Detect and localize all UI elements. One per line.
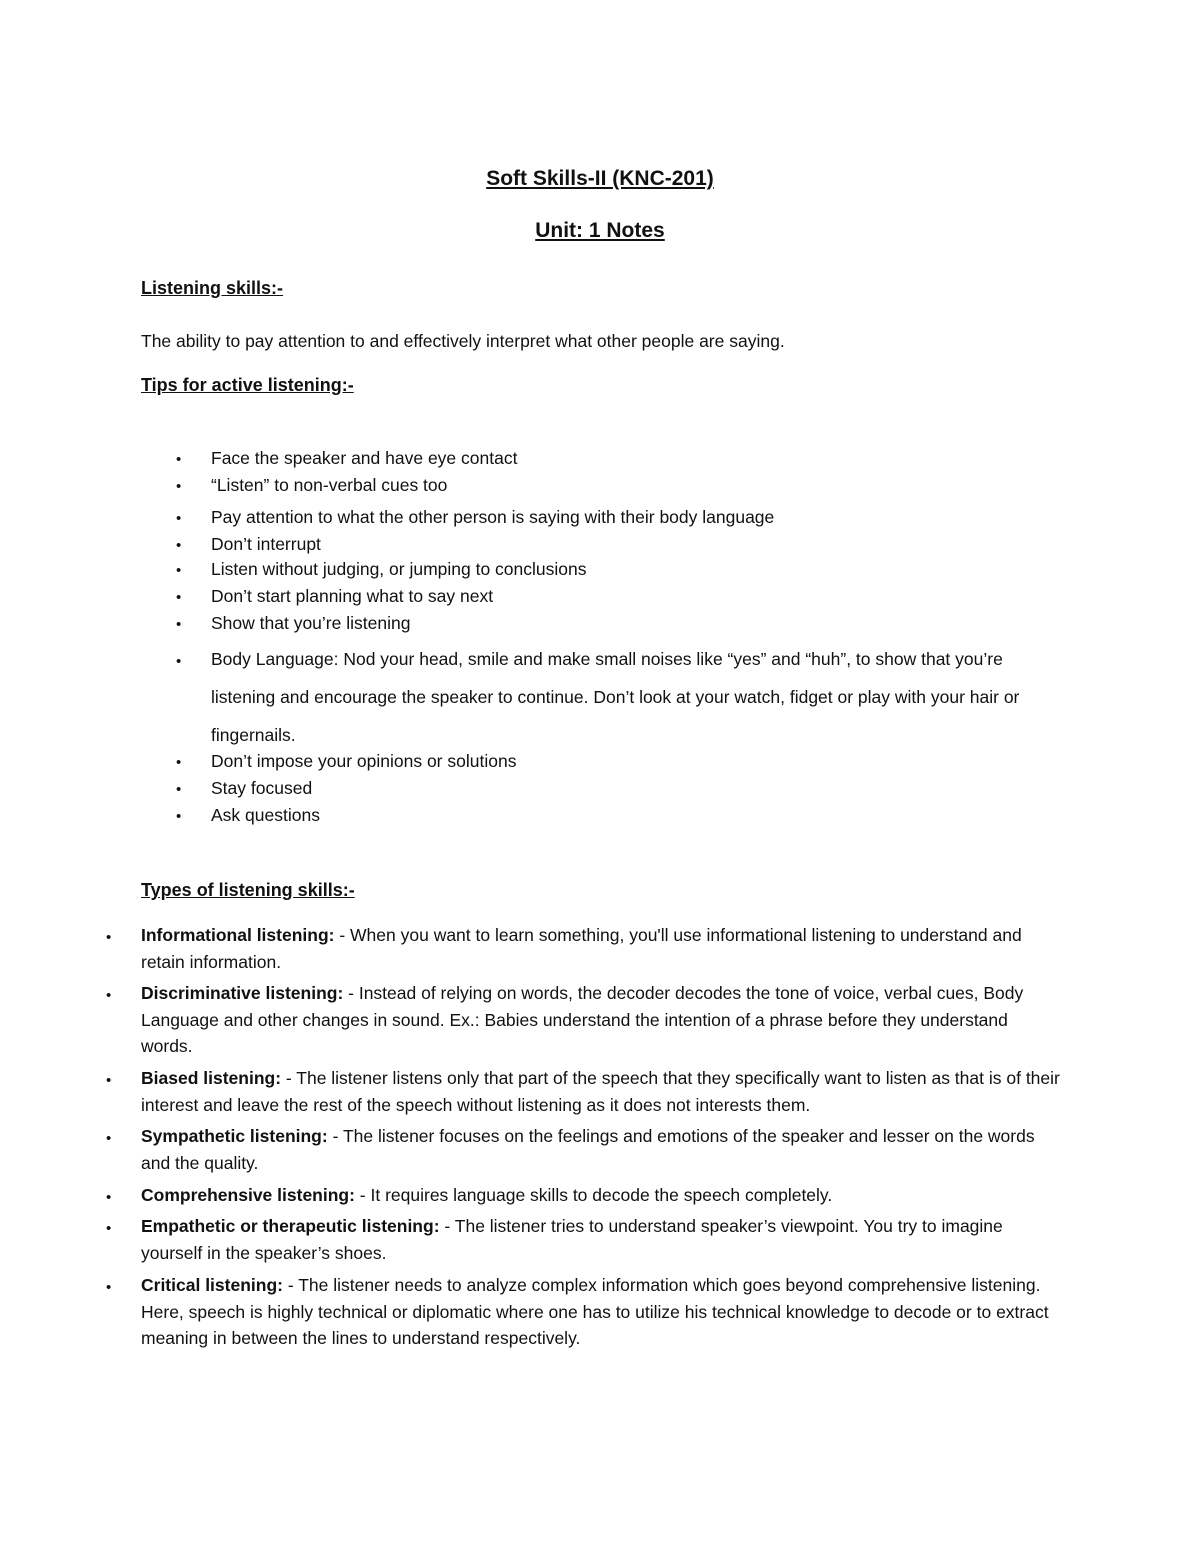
tip-item: Pay attention to what the other person is saying with their body language bbox=[211, 507, 775, 527]
bullet-icon: • bbox=[106, 1072, 112, 1089]
bullet-icon: • bbox=[176, 754, 182, 771]
tip-item: Ask questions bbox=[211, 805, 320, 825]
type-description: - It requires language skills to decode the speech completely. bbox=[354, 1185, 833, 1205]
listening-definition: The ability to pay attention to and effectively interpret what other people are saying. bbox=[141, 331, 785, 351]
type-description: - The listener listens only that part of the speech that they specifically want to listen as that is of their interest and leave the rest of the speech without listening as it does not interests them. bbox=[141, 1068, 1060, 1115]
tip-item: Face the speaker and have eye contact bbox=[211, 448, 518, 468]
type-description: - The listener tries to understand speaker’s viewpoint. You try to imagine yourself in the speaker’s shoes. bbox=[141, 1216, 1003, 1263]
bullet-icon: • bbox=[176, 478, 182, 495]
tip-item: Show that you’re listening bbox=[211, 613, 411, 633]
bullet-icon: • bbox=[176, 616, 182, 633]
type-term: Comprehensive listening: bbox=[141, 1185, 355, 1205]
type-item bbox=[141, 1213, 1061, 1266]
type-item bbox=[141, 1182, 1061, 1209]
bullet-icon: • bbox=[176, 653, 182, 670]
type-term: Informational listening: bbox=[141, 925, 335, 945]
type-term: Empathetic or therapeutic listening: bbox=[141, 1216, 440, 1236]
bullet-icon: • bbox=[176, 451, 182, 468]
tip-item: Stay focused bbox=[211, 778, 313, 798]
type-description: - Instead of relying on words, the decoder decodes the tone of voice, verbal cues, Body Language and other changes in sound. Ex.: Babies understand the intention of a phrase before they understand words. bbox=[141, 983, 1024, 1056]
bullet-icon: • bbox=[176, 510, 182, 527]
bullet-icon: • bbox=[106, 929, 112, 946]
tip-item: Don’t impose your opinions or solutions bbox=[211, 751, 517, 771]
type-term: Biased listening: bbox=[141, 1068, 282, 1088]
bullet-icon: • bbox=[176, 562, 182, 579]
bullet-icon: • bbox=[176, 808, 182, 825]
tip-item: Listen without judging, or jumping to conclusions bbox=[211, 559, 587, 579]
bullet-icon: • bbox=[106, 1279, 112, 1296]
type-item bbox=[141, 980, 1061, 1060]
bullet-icon: • bbox=[176, 537, 182, 554]
type-description: - The listener focuses on the feelings and emotions of the speaker and lesser on the words and the quality. bbox=[141, 1126, 1035, 1173]
type-description: - The listener needs to analyze complex information which goes beyond comprehensive listening. Here, speech is highly technical or diplomatic where one has to utilize his technical knowledge to decode or to extract meaning in between the lines to understand respectively. bbox=[141, 1275, 1049, 1348]
bullet-icon: • bbox=[106, 1189, 112, 1206]
listening-skills-heading: Listening skills:- bbox=[141, 278, 284, 298]
tip-item: “Listen” to non-verbal cues too bbox=[211, 475, 448, 495]
type-term: Sympathetic listening: bbox=[141, 1126, 328, 1146]
document-subtitle: Unit: 1 Notes bbox=[535, 219, 665, 242]
type-item bbox=[141, 1123, 1061, 1176]
tip-item: Don’t interrupt bbox=[211, 534, 321, 554]
bullet-icon: • bbox=[176, 781, 182, 798]
document-title: Soft Skills-II (KNC-201) bbox=[486, 167, 714, 190]
bullet-icon: • bbox=[176, 589, 182, 606]
tips-heading: Tips for active listening:- bbox=[141, 375, 354, 395]
type-term: Discriminative listening: bbox=[141, 983, 344, 1003]
type-description: - When you want to learn something, you'll use informational listening to understand and retain information. bbox=[141, 925, 1022, 972]
type-item bbox=[141, 922, 1061, 975]
types-heading: Types of listening skills:- bbox=[141, 880, 355, 900]
type-term: Critical listening: bbox=[141, 1275, 283, 1295]
tip-item: Don’t start planning what to say next bbox=[211, 586, 494, 606]
bullet-icon: • bbox=[106, 1220, 112, 1237]
tip-item: Body Language: Nod your head, smile and make small noises like “yes” and “huh”, to show that you’re listening and encourage the speaker to continue. Don’t look at your watch, fidget or play with your hair or fingernails. bbox=[211, 649, 1020, 745]
bullet-icon: • bbox=[106, 1130, 112, 1147]
bullet-icon: • bbox=[106, 987, 112, 1004]
type-item bbox=[141, 1065, 1061, 1118]
type-item bbox=[141, 1272, 1061, 1352]
